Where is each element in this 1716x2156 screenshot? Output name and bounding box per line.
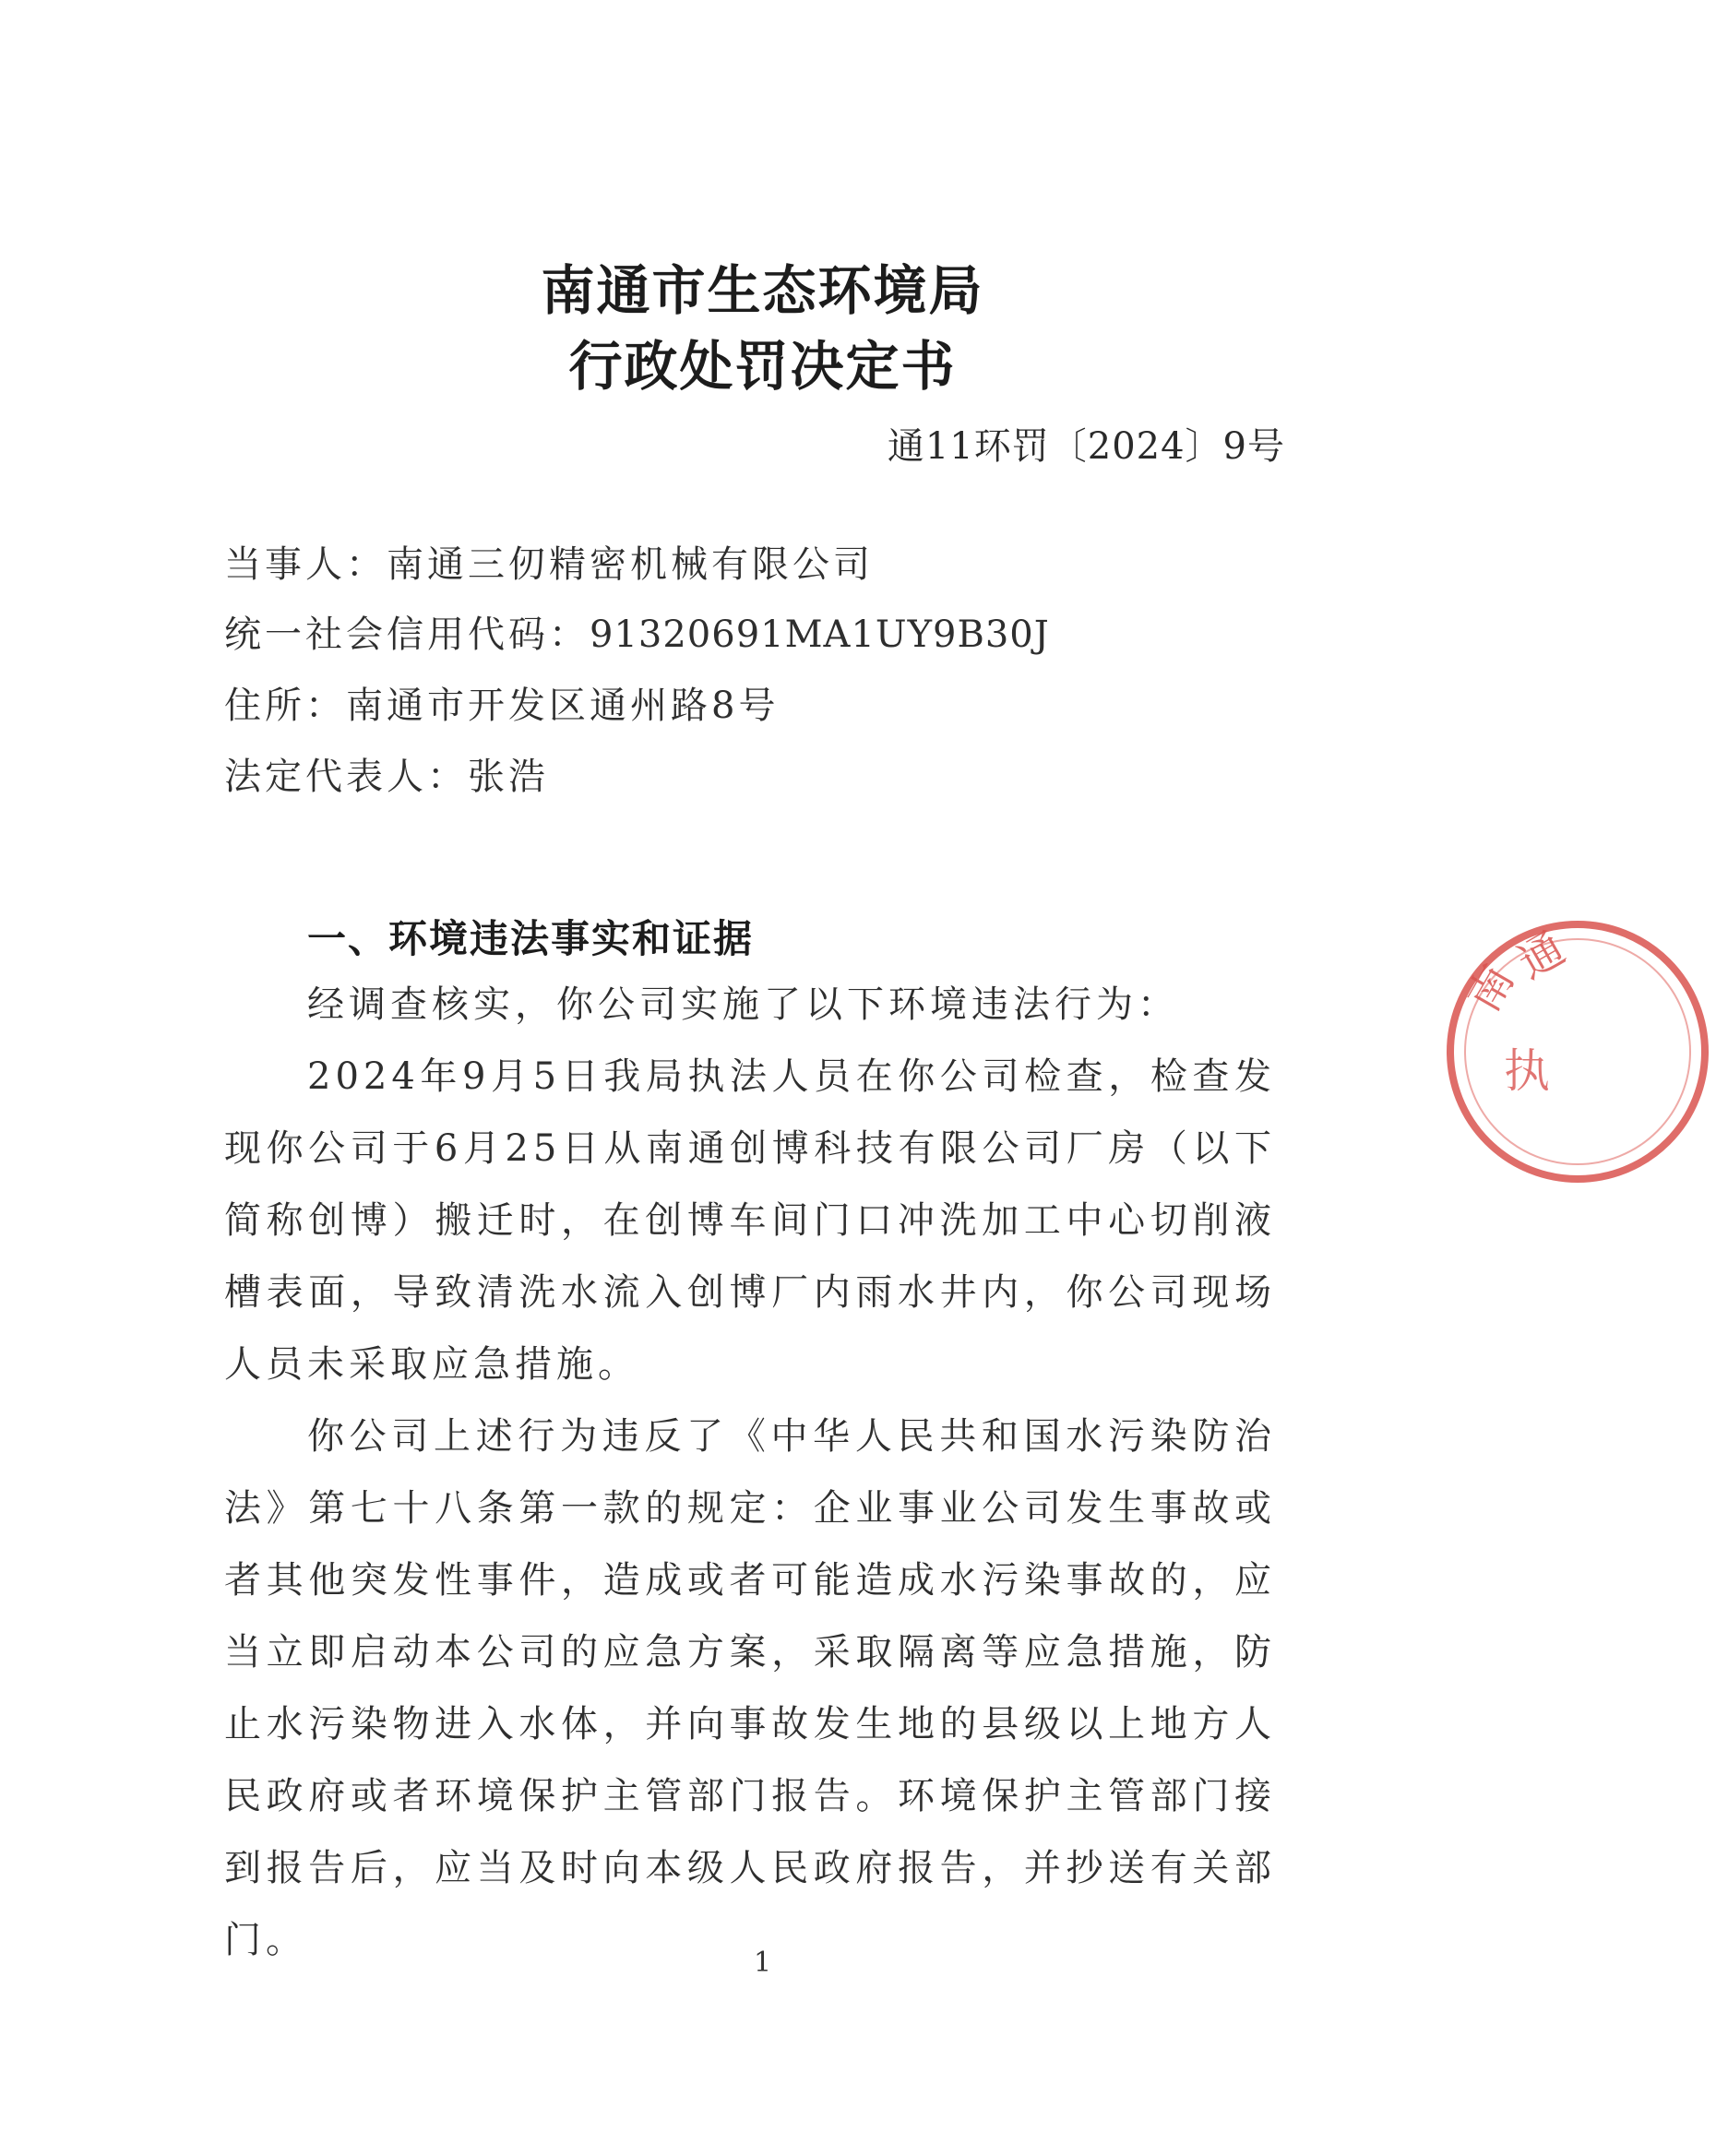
document-title-line-2: 行政处罚决定书 — [568, 335, 957, 398]
credit-code-value: 91320691MA1UY9B30J — [590, 613, 1050, 656]
section-heading: 一、环境违法事实和证据 — [307, 916, 755, 961]
svg-text:执: 执 — [1504, 1044, 1550, 1098]
party-name-value: 南通三仞精密机械有限公司 — [387, 543, 874, 586]
legal-rep-value: 张浩 — [468, 756, 549, 798]
legal-rep-row — [224, 756, 549, 798]
violation-paragraph: 你公司上述行为违反了《中华人民共和国水污染防治法》第七十八条第一款的规定：企业事业公司发生事故或者其他突发性事件，造成或者可能造成水污染事故的，应当立即启动本公司的应急方案，采取隔离等应急措施，防止水污染物进入水体，并向事故发生地的县级以上地方人民政府或者环境保护主管部门报告。环境保护主管部门接到报告后，应当及时向本级人民政府报告，并抄送有关部门。 — [224, 1415, 1276, 1961]
legal-rep-label: 法定代表人： — [224, 756, 468, 798]
credit-code-row — [224, 613, 1050, 656]
credit-code-label: 统一社会信用代码： — [224, 613, 590, 656]
page-number: 1 — [753, 1947, 772, 1979]
document-title-line-1: 南通市生态环境局 — [541, 259, 984, 322]
facts-paragraph: 2024年9月5日我局执法人员在你公司检查，检查发现你公司于6月25日从南通创博科技有限公司厂房（以下简称创博）搬迁时，在创博车间门口冲洗加工中心切削液槽表面，导致清洗水流入创博厂内雨水井内，你公司现场人员未采取应急措施。 — [224, 1055, 1276, 1386]
address-label: 住所： — [224, 685, 346, 727]
official-seal-stamp — [1439, 913, 1716, 1190]
svg-text:南: 南 — [1457, 956, 1525, 1020]
svg-text:通: 通 — [1509, 922, 1574, 990]
address-value: 南通市开发区通州路8号 — [346, 685, 780, 727]
party-name-label: 当事人： — [224, 543, 387, 586]
party-name-row — [224, 543, 874, 586]
document-number: 通11环罚〔2024〕9号 — [887, 425, 1285, 468]
address-row — [224, 685, 780, 727]
section-intro: 经调查核实，你公司实施了以下环境违法行为： — [307, 983, 1179, 1026]
